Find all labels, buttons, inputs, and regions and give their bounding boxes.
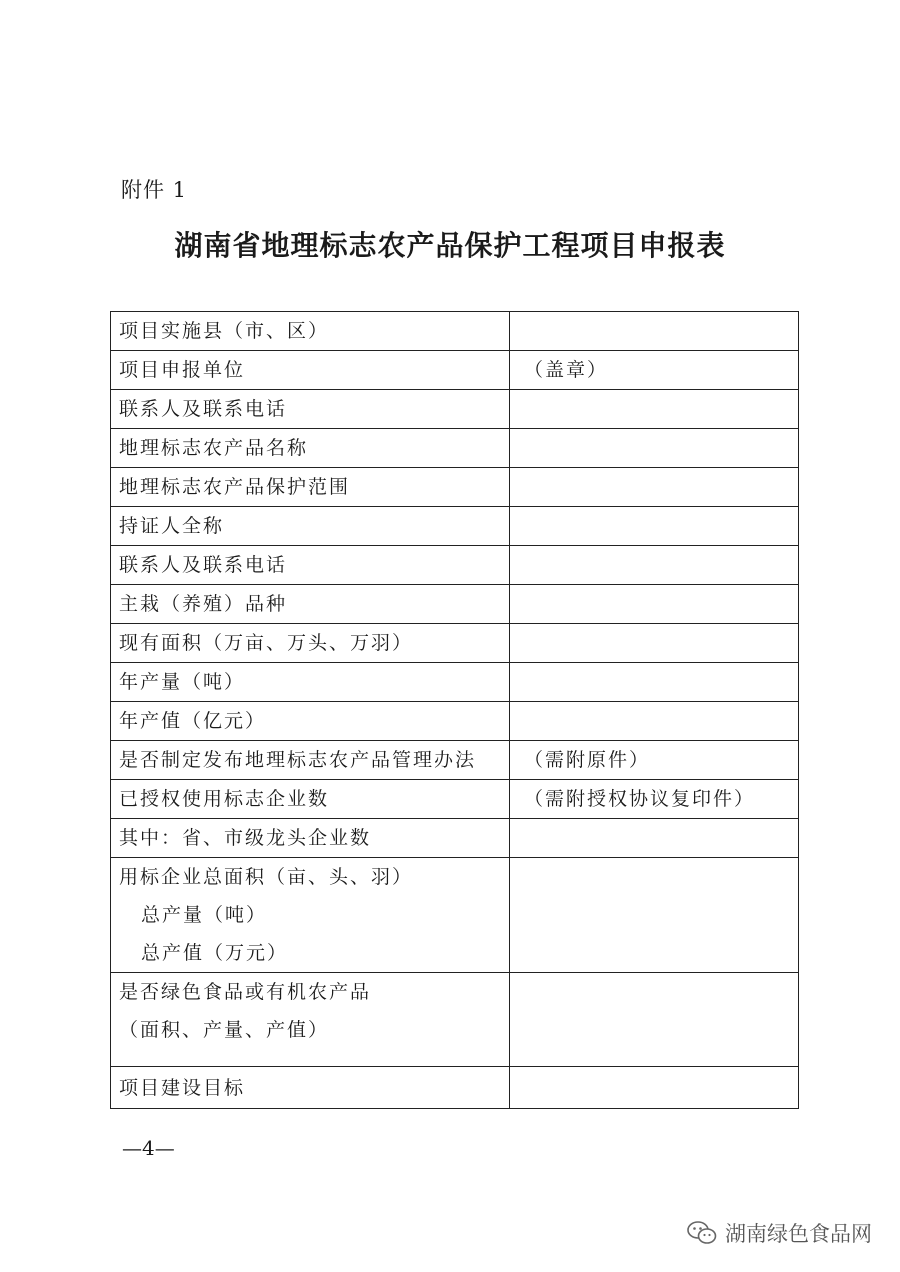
row-value[interactable]: （盖章） (510, 351, 799, 390)
table-row (111, 468, 799, 507)
row-value[interactable] (510, 702, 799, 741)
row-label: 联系人及联系电话 (111, 390, 510, 429)
table-row (111, 702, 799, 741)
table-row (111, 507, 799, 546)
table-row (111, 624, 799, 663)
row-value[interactable] (510, 312, 799, 351)
table-row (111, 741, 799, 780)
green-organic-sublabel: （面积、产量、产值） (119, 1019, 330, 1041)
application-form-table (110, 311, 799, 1109)
enterprise-value-label: 总产值（万元） (141, 942, 289, 964)
row-label: 是否制定发布地理标志农产品管理办法 (111, 741, 510, 780)
row-label: 主栽（养殖）品种 (111, 585, 510, 624)
row-label: 年产量（吨） (111, 663, 510, 702)
row-label (111, 973, 510, 1067)
row-label: 持证人全称 (111, 507, 510, 546)
row-value[interactable] (510, 624, 799, 663)
attachment-label: 附件 1 (121, 178, 188, 202)
table-row (111, 546, 799, 585)
watermark-text: 湖南绿色食品网 (725, 1222, 872, 1246)
row-value[interactable] (510, 507, 799, 546)
row-label: 项目实施县（市、区） (111, 312, 510, 351)
row-label: 项目建设目标 (111, 1067, 510, 1109)
row-label: 其中：省、市级龙头企业数 (111, 819, 510, 858)
row-label: 年产值（亿元） (111, 702, 510, 741)
row-label: 联系人及联系电话 (111, 546, 510, 585)
row-value[interactable]: （需附授权协议复印件） (510, 780, 799, 819)
row-value[interactable] (510, 973, 799, 1067)
row-label (111, 858, 510, 973)
row-label: 项目申报单位 (111, 351, 510, 390)
row-value[interactable] (510, 468, 799, 507)
row-value[interactable] (510, 819, 799, 858)
green-organic-label: 是否绿色食品或有机农产品 (119, 981, 372, 1003)
row-label: 现有面积（万亩、万头、万羽） (111, 624, 510, 663)
table-row (111, 663, 799, 702)
row-value[interactable]: （需附原件） (510, 741, 799, 780)
page-number: —4— (122, 1136, 175, 1160)
row-value[interactable] (510, 1067, 799, 1109)
row-value[interactable] (510, 390, 799, 429)
table-row (111, 1067, 799, 1109)
table-row (111, 429, 799, 468)
row-value[interactable] (510, 585, 799, 624)
enterprise-output-label: 总产量（吨） (141, 904, 268, 926)
enterprise-area-label: 用标企业总面积（亩、头、羽） (119, 866, 414, 888)
wechat-icon (687, 1220, 717, 1246)
row-value[interactable] (510, 429, 799, 468)
table-row (111, 390, 799, 429)
row-value[interactable] (510, 663, 799, 702)
table-row-green-organic (111, 973, 799, 1067)
table-row (111, 585, 799, 624)
table-row (111, 351, 799, 390)
page-title: 湖南省地理标志农产品保护工程项目申报表 (174, 229, 726, 262)
table-row (111, 312, 799, 351)
table-row-enterprise-totals (111, 858, 799, 973)
table-row (111, 780, 799, 819)
row-label: 地理标志农产品保护范围 (111, 468, 510, 507)
row-label: 已授权使用标志企业数 (111, 780, 510, 819)
row-value[interactable] (510, 858, 799, 973)
row-label: 地理标志农产品名称 (111, 429, 510, 468)
watermark (687, 1218, 872, 1248)
table-row (111, 819, 799, 858)
row-value[interactable] (510, 546, 799, 585)
